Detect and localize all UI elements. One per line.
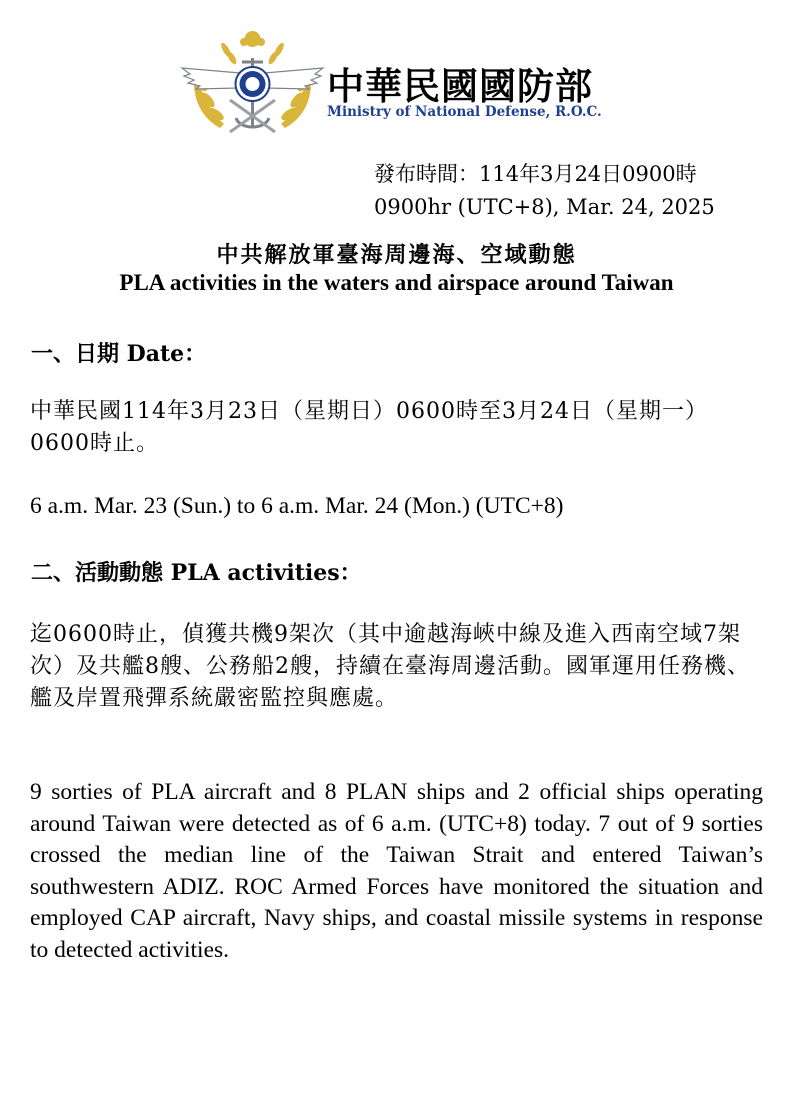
document-title-en: PLA activities in the waters and airspace around Taiwan [119,270,674,295]
release-time [374,158,715,224]
org-name-en: Ministry of National Defense, R.O.C. [327,104,602,120]
section-heading-date: 一、日期 Date： [31,341,207,367]
org-name-zh: 中華民國國防部 [327,65,593,108]
release-time-en: 0900hr (UTC+8), Mar. 24, 2025 [374,195,715,219]
activities-paragraph-en: 9 sorties of PLA aircraft and 8 PLAN ships and 2 official ships operating around Taiwan were detected as of 6 a.m. (UTC+8) today. 7 out of 9 sorties crossed the median line of the Taiwan Strait and entered Taiwan’s southwestern ADIZ. ROC Armed Forces have monitored the situation and employed CAP aircraft, Navy ships, and coastal missile systems in response to detected activities. [30,779,763,963]
mnd-emblem-icon [180,28,325,140]
section-heading-activities: 二、活動動態 PLA activities： [31,560,362,586]
date-paragraph-en: 6 a.m. Mar. 23 (Sun.) to 6 a.m. Mar. 24 (Mon.) (UTC+8) [30,493,564,519]
document-title-zh: 中共解放軍臺海周邊海、空域動態 [216,242,577,268]
date-paragraph-zh: 中華民國114年3月23日（星期日）0600時至3月24日（星期一）0600時止。 [30,399,708,456]
activities-paragraph-zh: 迄0600時止，偵獲共機9架次（其中逾越海峽中線及進入西南空域7架次）及共艦8艘、公務船2艘，持續在臺海周邊活動。國軍運用任務機、艦及岸置飛彈系統嚴密監控與應處。 [30,622,750,711]
release-time-zh: 發布時間：114年3月24日0900時 [374,162,697,186]
